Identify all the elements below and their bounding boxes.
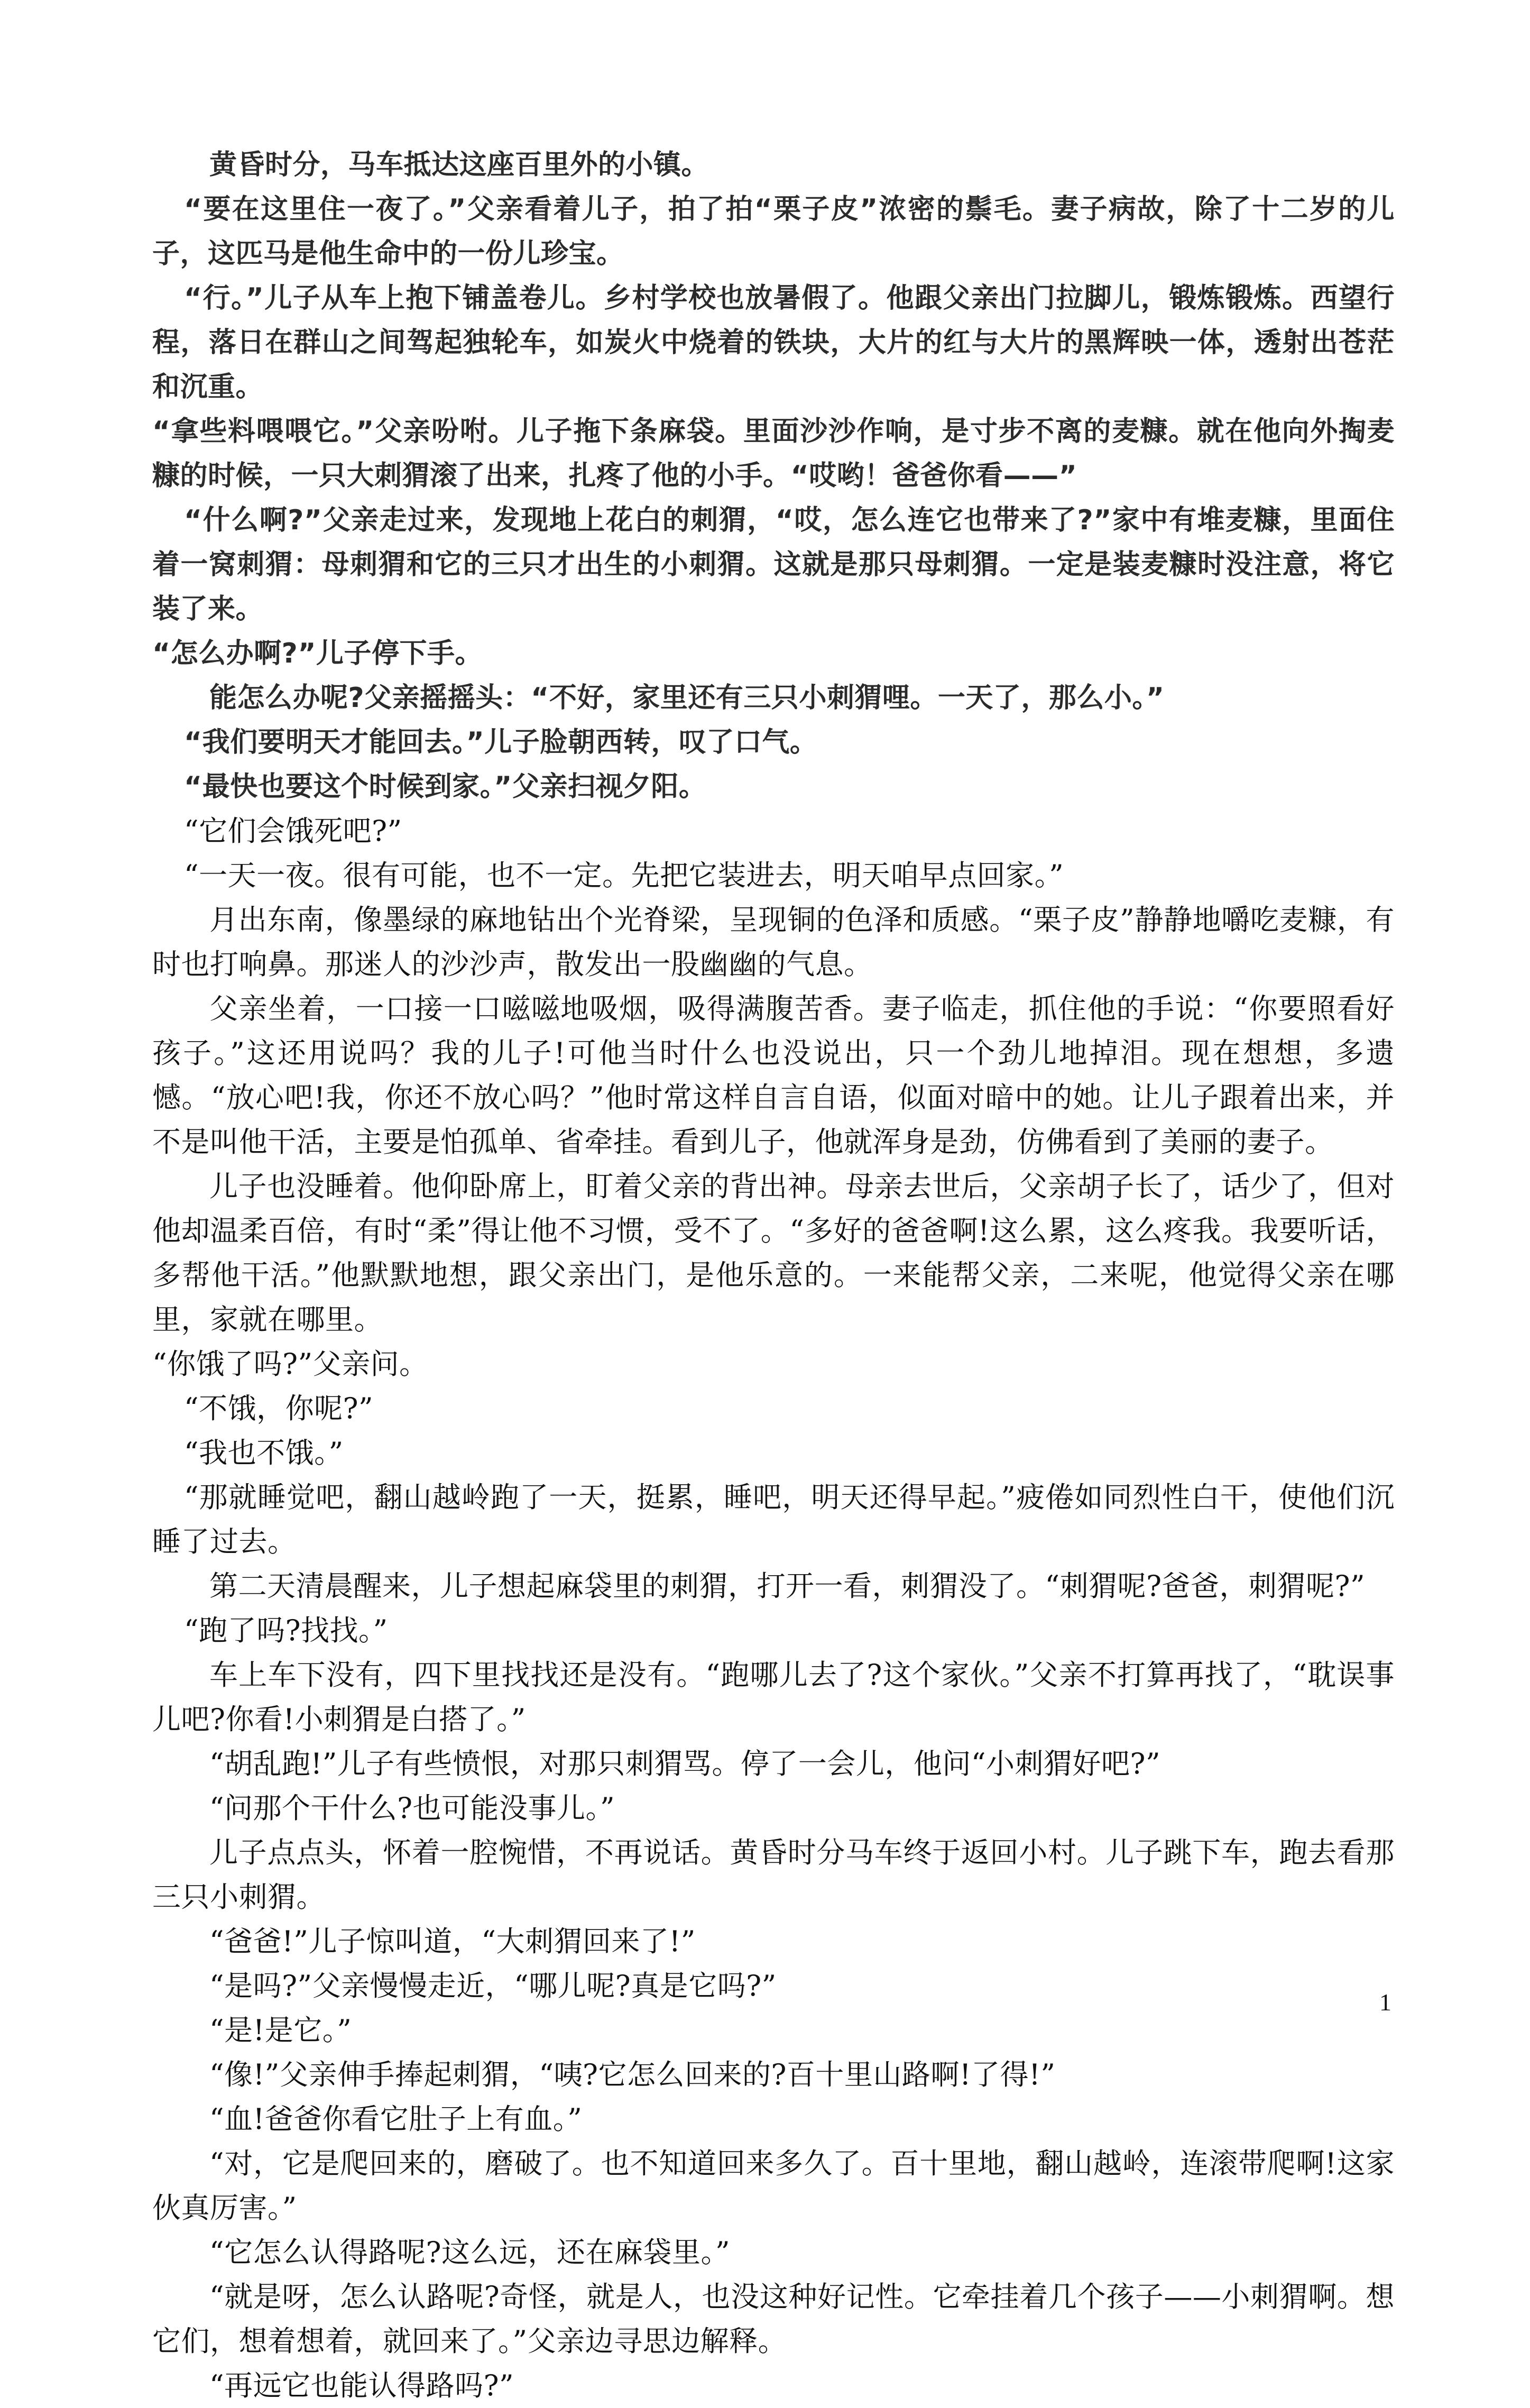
paragraph: “拿些料喂喂它。”父亲吩咐。儿子拖下条麻袋。里面沙沙作响，是寸步不离的麦糠。就在他向外掏麦糠的时候，一只大刺猬滚了出来，扎疼了他的小手。“哎哟！爸爸你看——” bbox=[152, 416, 1395, 492]
page-number: 1 bbox=[1379, 1989, 1391, 2016]
paragraph: “它怎么认得路呢?这么远，还在麻袋里。” bbox=[209, 2236, 731, 2269]
paragraph: “胡乱跑!”儿子有些愤恨，对那只刺猬骂。停了一会儿，他问“小刺猬好吧?” bbox=[209, 1747, 1161, 1780]
paragraph: “行。”儿子从车上抱下铺盖卷儿。乡村学校也放暑假了。他跟父亲出门拉脚儿，锻炼锻炼。西望行程，落日在群山之间驾起独轮车，如炭火中烧着的铁块，大片的红与大片的黑辉映一体，透射出苍茫和沉重。 bbox=[152, 282, 1395, 403]
paragraph: 月出东南，像墨绿的麻地钻出个光脊梁，呈现铜的色泽和质感。“栗子皮”静静地嚼吃麦糠，有时也打响鼻。那迷人的沙沙声，散发出一股幽幽的气息。 bbox=[152, 903, 1395, 981]
paragraph: “我们要明天才能回去。”儿子脸朝西转，叹了口气。 bbox=[184, 727, 818, 758]
paragraph: “最快也要这个时候到家。”父亲扫视夕阳。 bbox=[184, 771, 707, 803]
paragraph: “就是呀，怎么认路呢?奇怪，就是人，也没这种好记性。它牵挂着几个孩子——小刺猬啊。想它们，想着想着，就回来了。”父亲边寻思边解释。 bbox=[152, 2280, 1395, 2358]
paragraph: “血!爸爸你看它肚子上有血。” bbox=[209, 2102, 583, 2136]
paragraph: 儿子点点头，怀着一腔惋惜，不再说话。黄昏时分马车终于返回小村。儿子跳下车，跑去看那三只小刺猬。 bbox=[152, 1836, 1395, 1914]
paragraph: 父亲坐着，一口接一口嗞嗞地吸烟，吸得满腹苦香。妻子临走，抓住他的手说：“你要照看好孩子。”这还用说吗？我的儿子!可他当时什么也没说出，只一个劲儿地掉泪。现在想想，多遗憾。“放心吧!我，你还不放心吗？”他时常这样自言自语，似面对暗中的她。让儿子跟着出来，并不是叫他干活，主要是怕孤单、省牵挂。看到儿子，他就浑身是劲，仿佛看到了美丽的妻子。 bbox=[152, 992, 1395, 1159]
paragraph: “什么啊?”父亲走过来，发现地上花白的刺猬，“哎，怎么连它也带来了?”家中有堆麦糠，里面住着一窝刺猬：母刺猬和它的三只才出生的小刺猬。这就是那只母刺猬。一定是装麦糠时没注意，将它装了来。 bbox=[152, 504, 1395, 625]
paragraph: “爸爸!”儿子惊叫道，“大刺猬回来了!” bbox=[209, 1925, 696, 1958]
paragraph: “问那个干什么?也可能没事儿。” bbox=[209, 1791, 615, 1825]
paragraph: “要在这里住一夜了。”父亲看着儿子，拍了拍“栗子皮”浓密的鬃毛。妻子病故，除了十二岁的儿子，这匹马是他生命中的一份儿珍宝。 bbox=[152, 194, 1395, 270]
paragraph: “对，它是爬回来的，磨破了。也不知道回来多久了。百十里地，翻山越岭，连滚带爬啊!这家伙真厉害。” bbox=[152, 2147, 1395, 2225]
paragraph: “是吗?”父亲慢慢走近，“哪儿呢?真是它吗?” bbox=[209, 1969, 777, 2002]
paragraph: 第二天清晨醒来，儿子想起麻袋里的刺猬，打开一看，刺猬没了。“刺猬呢?爸爸，刺猬呢?” bbox=[209, 1569, 1366, 1603]
paragraph: “是!是它。” bbox=[209, 2014, 352, 2047]
paragraph: 车上车下没有，四下里找找还是没有。“跑哪儿去了?这个家伙。”父亲不打算再找了，“耽误事儿吧?你看!小刺猬是白搭了。” bbox=[152, 1658, 1395, 1736]
paragraph: “你饿了吗?”父亲问。 bbox=[152, 1347, 428, 1381]
paragraph: 儿子也没睡着。他仰卧席上，盯着父亲的背出神。母亲去世后，父亲胡子长了，话少了，但对他却温柔百倍，有时“柔”得让他不习惯，受不了。“多好的爸爸啊!这么累，这么疼我。我要听话，多帮他干活。”他默默地想，跟父亲出门，是他乐意的。一来能帮父亲，二来呢，他觉得父亲在哪里，家就在哪里。 bbox=[152, 1170, 1395, 1336]
paragraph: “不饿，你呢?” bbox=[184, 1392, 374, 1425]
paragraph: 黄昏时分，马车抵达这座百里外的小镇。 bbox=[209, 149, 709, 181]
paragraph: 能怎么办呢?父亲摇摇头：“不好，家里还有三只小刺猬哩。一天了，那么小。” bbox=[209, 682, 1165, 714]
paragraph: “我也不饿。” bbox=[184, 1436, 344, 1469]
paragraph: “怎么办啊?”儿子停下手。 bbox=[152, 638, 483, 669]
paragraph: “一天一夜。很有可能，也不一定。先把它装进去，明天咱早点回家。” bbox=[184, 859, 1064, 892]
paragraph: “再远它也能认得路吗?” bbox=[209, 2369, 514, 2402]
paragraph: “它们会饿死吧?” bbox=[184, 814, 402, 848]
document-body bbox=[152, 143, 1395, 2408]
paragraph: “像!”父亲伸手捧起刺猬，“咦?它怎么回来的?百十里山路啊!了得!” bbox=[209, 2058, 1056, 2091]
paragraph: “那就睡觉吧，翻山越岭跑了一天，挺累，睡吧，明天还得早起。”疲倦如同烈性白干，使他们沉睡了过去。 bbox=[152, 1481, 1395, 1558]
paragraph: “跑了吗?找找。” bbox=[184, 1614, 388, 1647]
